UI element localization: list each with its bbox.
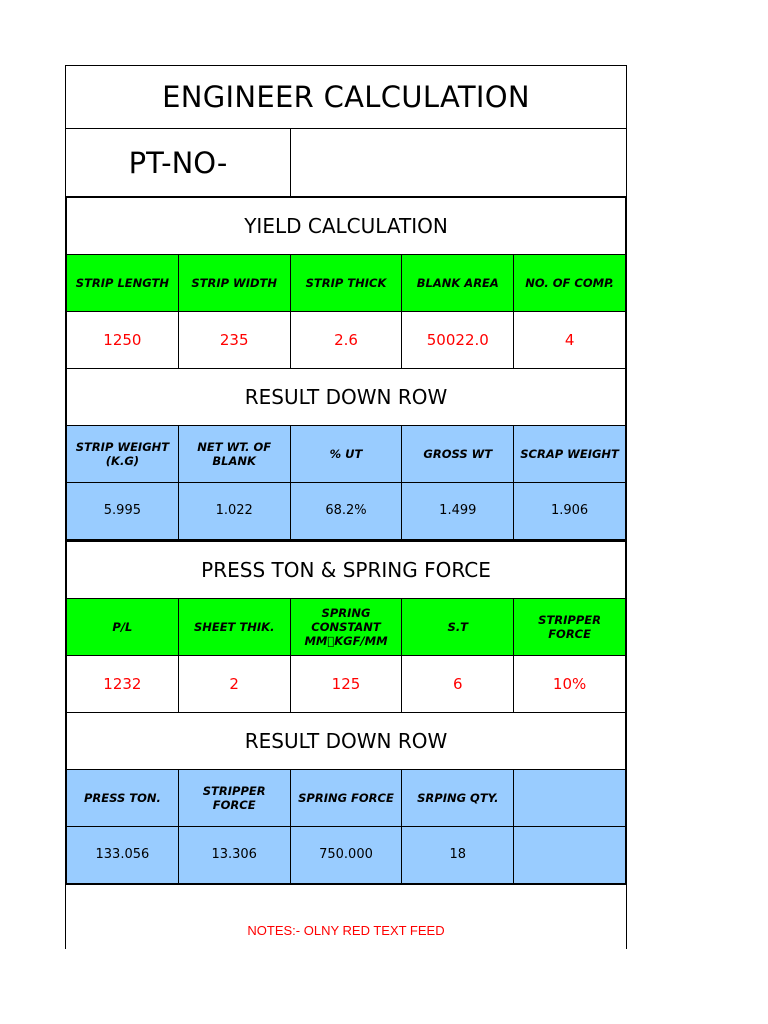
- header-sheet-thik: SHEET THIK.: [179, 599, 291, 655]
- header-stripper-force: STRIPPER FORCE: [514, 599, 625, 655]
- input-s-t[interactable]: 6: [402, 656, 514, 712]
- sheet-title: ENGINEER CALCULATION: [65, 65, 627, 129]
- result-strip-weight: 5.995: [67, 483, 179, 539]
- header-net-wt-of-blank: NET WT. OF BLANK: [179, 426, 291, 482]
- header-press-ton: PRESS TON.: [67, 770, 179, 826]
- header-no-of-comp: NO. OF COMP.: [514, 255, 625, 311]
- result-net-wt-of-blank: 1.022: [179, 483, 291, 539]
- input-sheet-thik[interactable]: 2: [179, 656, 291, 712]
- input-p-l[interactable]: 1232: [67, 656, 179, 712]
- header-strip-length: STRIP LENGTH: [67, 255, 179, 311]
- yield-result-title: RESULT DOWN ROW: [67, 369, 625, 426]
- result-percent-ut: 68.2%: [291, 483, 403, 539]
- calculation-block: [65, 197, 627, 541]
- result-stripper-force: 13.306: [179, 827, 291, 883]
- header-gross-wt: GROSS WT: [402, 426, 514, 482]
- pt-no-value-cell[interactable]: [291, 129, 626, 196]
- header-percent-ut: % UT: [291, 426, 403, 482]
- result-gross-wt: 1.499: [402, 483, 514, 539]
- yield-header-row: [67, 255, 625, 312]
- notes-area: [65, 885, 627, 949]
- header-spring-constant: SPRING CONSTANT MM KGF/MM: [291, 599, 403, 655]
- header-p-l: P/L: [67, 599, 179, 655]
- input-strip-length[interactable]: 1250: [67, 312, 179, 368]
- result-empty: [514, 827, 625, 883]
- header-strip-thick: STRIP THICK: [291, 255, 403, 311]
- header-srping-qty: SRPING QTY.: [402, 770, 514, 826]
- yield-input-row: [67, 312, 625, 369]
- pt-no-label: PT-NO-: [66, 129, 291, 196]
- press-header-row: [67, 599, 625, 656]
- header-result-stripper-force: STRIPPER FORCE: [179, 770, 291, 826]
- press-result-value-row: [67, 827, 625, 883]
- notes-text: NOTES:- OLNY RED TEXT FEED: [247, 923, 445, 938]
- engineer-calculation-sheet: [65, 65, 627, 949]
- yield-result-value-row: [67, 483, 625, 539]
- result-srping-qty: 18: [402, 827, 514, 883]
- input-strip-width[interactable]: 235: [179, 312, 291, 368]
- header-scrap-weight: SCRAP WEIGHT: [514, 426, 625, 482]
- press-result-title: RESULT DOWN ROW: [67, 713, 625, 770]
- input-blank-area[interactable]: 50022.0: [402, 312, 514, 368]
- press-block: [65, 541, 627, 885]
- yield-section-title: YIELD CALCULATION: [67, 198, 625, 255]
- input-spring-constant[interactable]: 125: [291, 656, 403, 712]
- input-strip-thick[interactable]: 2.6: [291, 312, 403, 368]
- header-spring-force: SPRING FORCE: [291, 770, 403, 826]
- result-scrap-weight: 1.906: [514, 483, 625, 539]
- press-input-row: [67, 656, 625, 713]
- header-empty: [514, 770, 625, 826]
- result-press-ton: 133.056: [67, 827, 179, 883]
- header-strip-width: STRIP WIDTH: [179, 255, 291, 311]
- press-result-header-row: [67, 770, 625, 827]
- pt-no-row: [65, 129, 627, 197]
- input-no-of-comp[interactable]: 4: [564, 331, 575, 349]
- header-s-t: S.T: [402, 599, 514, 655]
- header-strip-weight: STRIP WEIGHT (K.G): [67, 426, 179, 482]
- yield-result-header-row: [67, 426, 625, 483]
- input-stripper-force[interactable]: 10%: [552, 675, 587, 693]
- result-spring-force: 750.000: [291, 827, 403, 883]
- press-section-title: PRESS TON & SPRING FORCE: [67, 542, 625, 599]
- header-blank-area: BLANK AREA: [402, 255, 514, 311]
